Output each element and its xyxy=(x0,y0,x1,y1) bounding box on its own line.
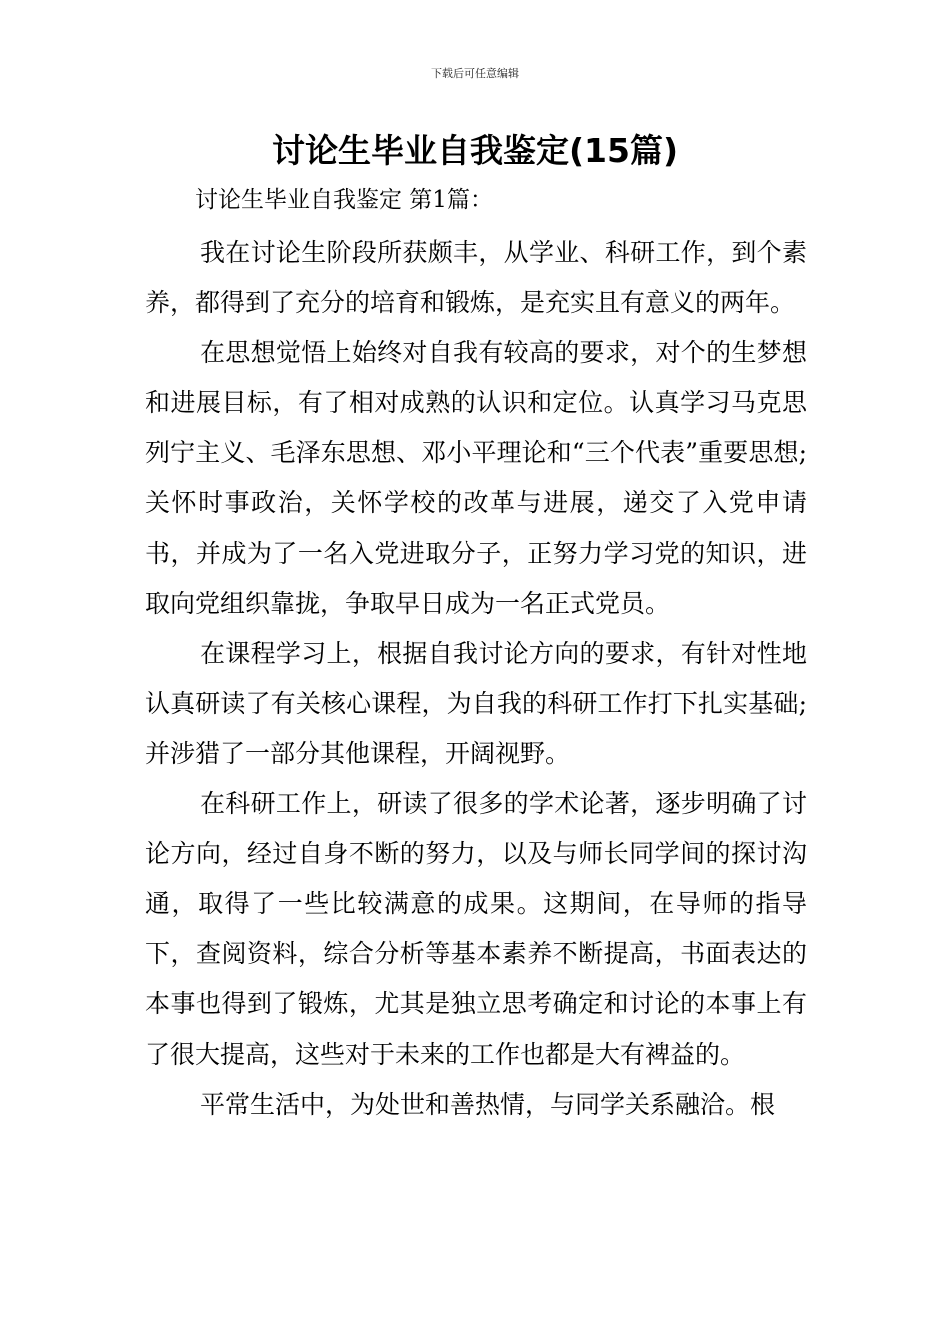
document-title: 讨论生毕业自我鉴定(15篇) xyxy=(271,131,679,170)
paragraph: 平常生活中，为处世和善热情，与同学关系融洽。根 xyxy=(200,1089,776,1119)
paragraph: 我在讨论生阶段所获颇丰，从学业、科研工作，到个素养，都得到了充分的培育和锻炼，是充实且有意义的两年。 xyxy=(145,238,807,318)
header-note: 下载后可任意编辑 xyxy=(431,67,519,80)
paragraph: 在课程学习上，根据自我讨论方向的要求，有针对性地认真研读了有关核心课程，为自我的科研工作打下扎实基础;并涉猎了一部分其他课程，开阔视野。 xyxy=(145,638,807,768)
section-subtitle: 讨论生毕业自我鉴定 第1篇： xyxy=(195,187,493,213)
paragraph: 在科研工作上，研读了很多的学术论著，逐步明确了讨论方向，经过自身不断的努力，以及与师长同学间的探讨沟通，取得了一些比较满意的成果。这期间，在导师的指导下，查阅资料，综合分析等基本素养不断提高，书面表达的本事也得到了锻炼，尤其是独立思考确定和讨论的本事上有了很大提高，这些对于未来的工作也都是大有裨益的。 xyxy=(145,789,807,1069)
paragraph: 在思想觉悟上始终对自我有较高的要求，对个的生梦想和进展目标，有了相对成熟的认识和定位。认真学习马克思列宁主义、毛泽东思想、邓小平理论和“三个代表”重要思想;关怀时事政治，关怀学校的改革与进展，递交了入党申请书，并成为了一名入党进取分子，正努力学习党的知识，进取向党组织靠拢，争取早日成为一名正式党员。 xyxy=(145,338,807,618)
document-body xyxy=(145,228,807,1130)
